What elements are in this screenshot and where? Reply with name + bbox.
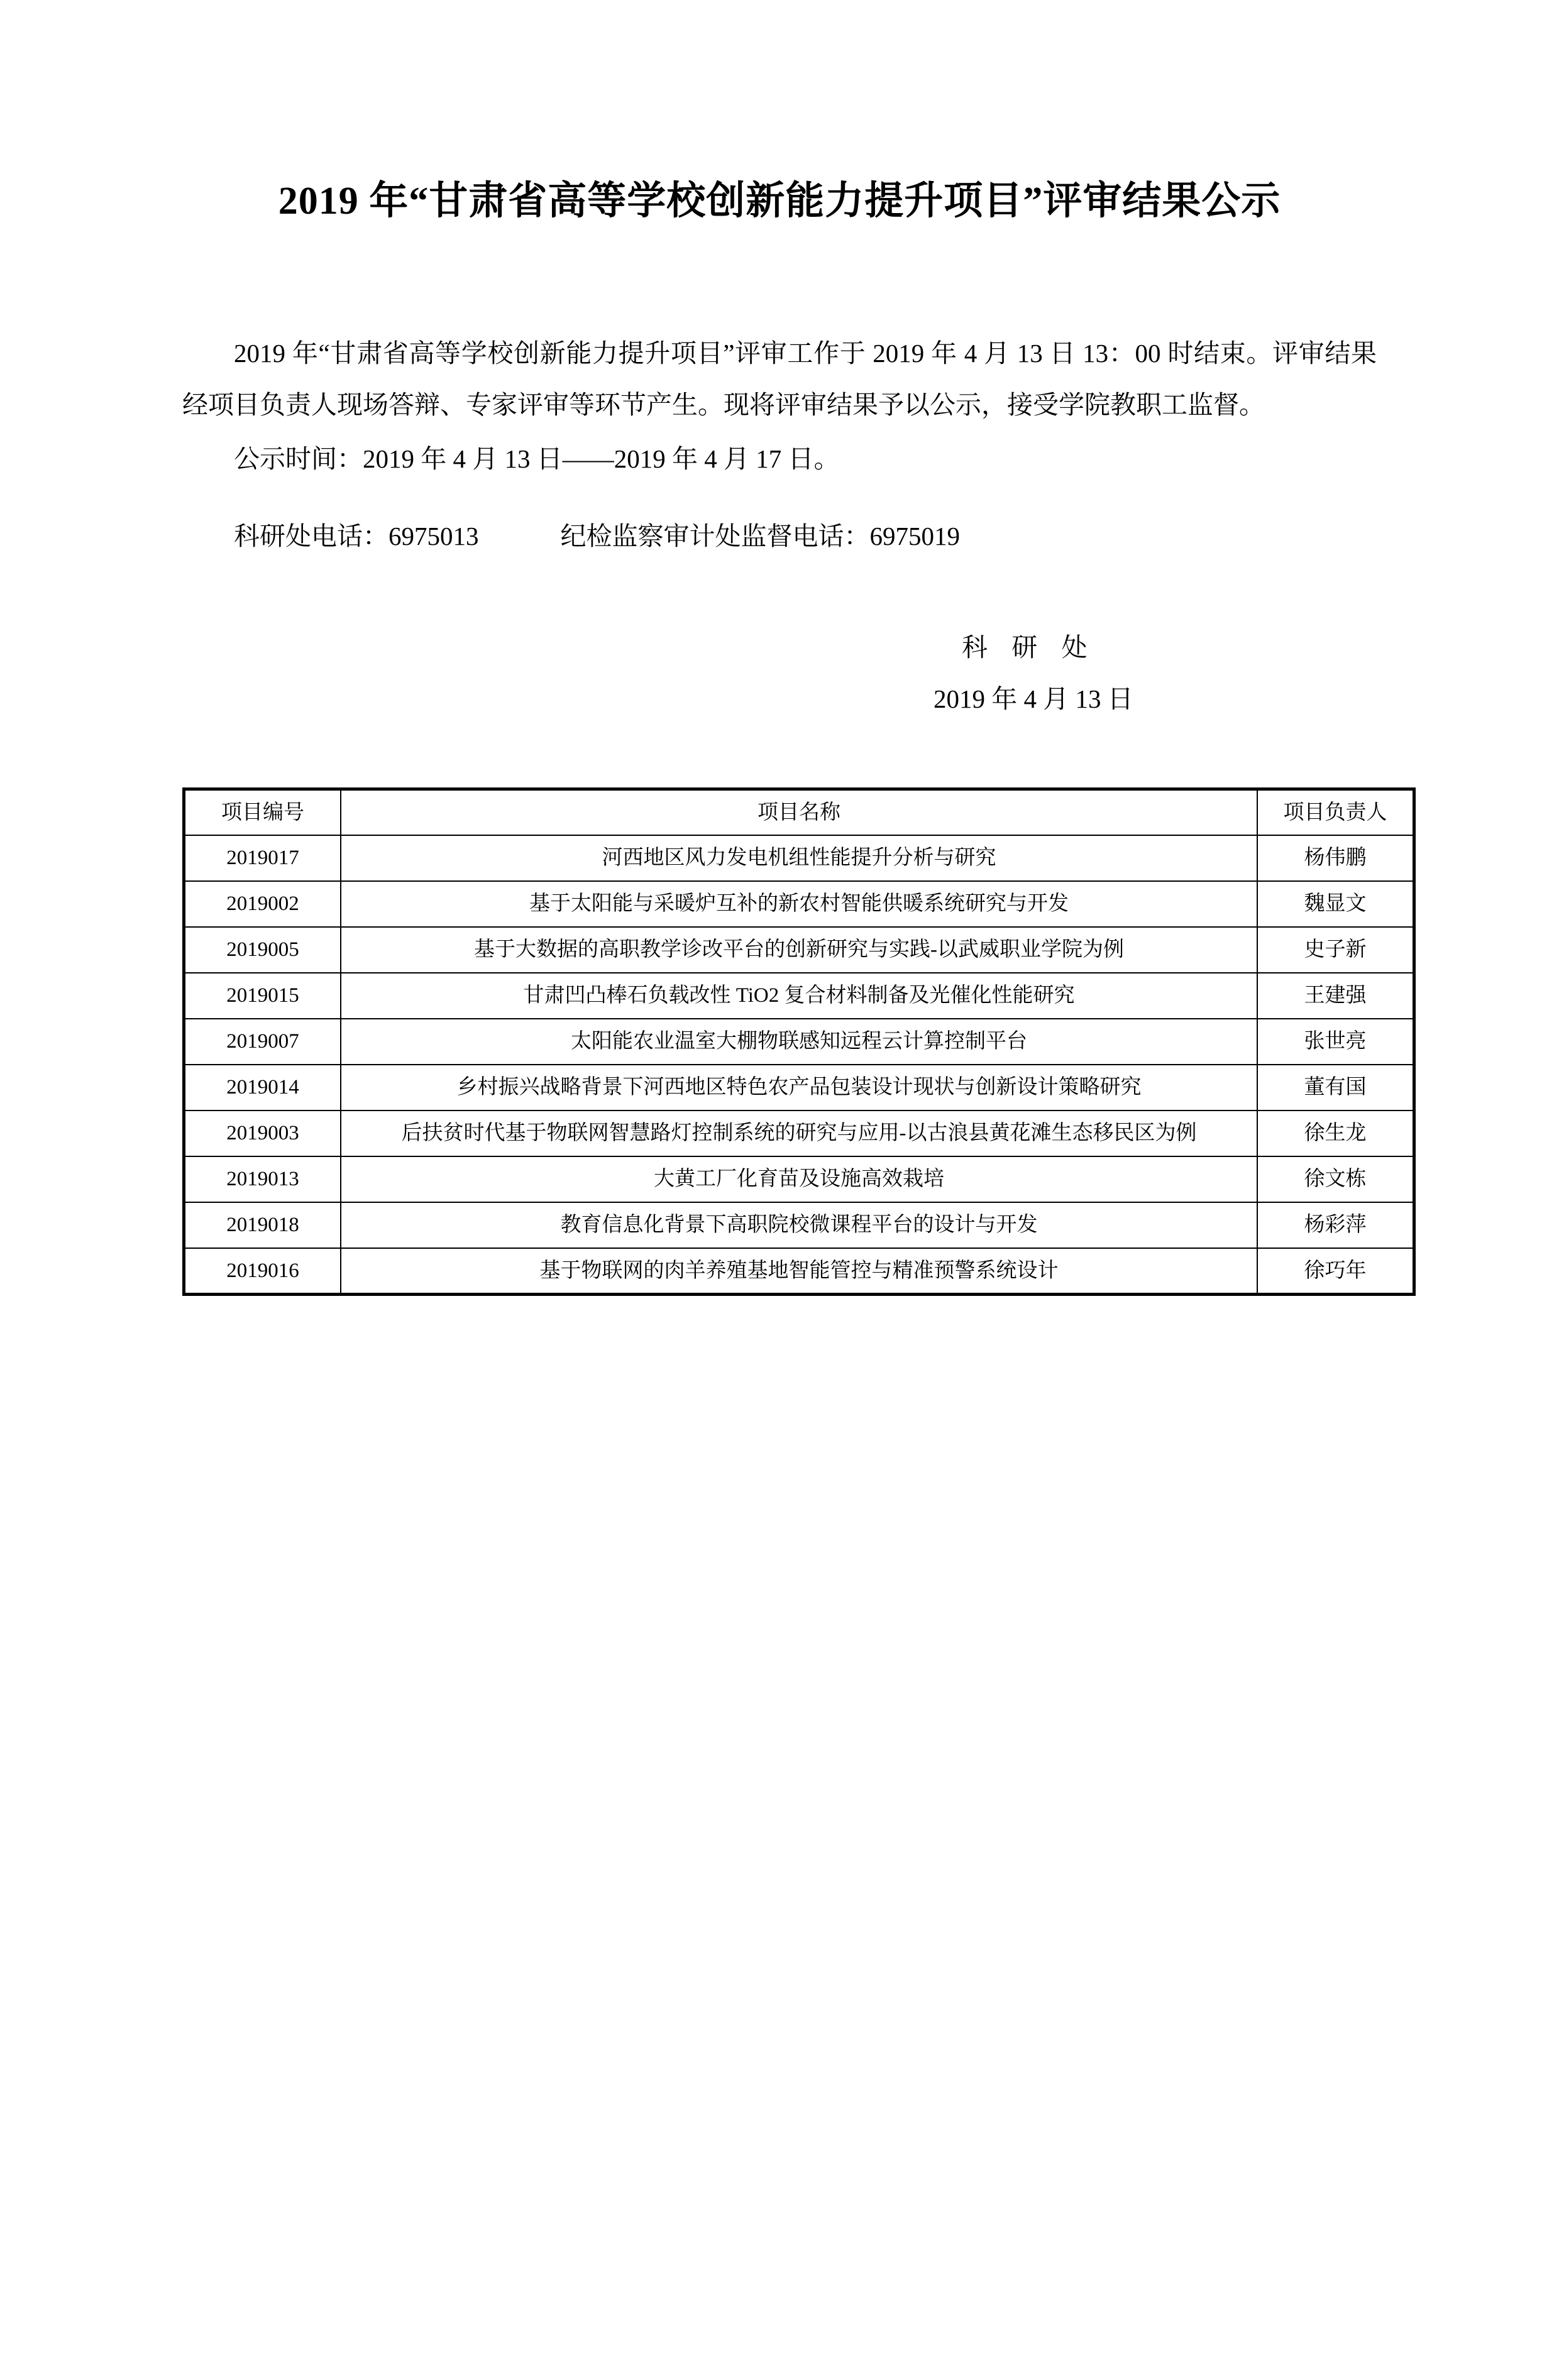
cell-project-leader: 魏显文: [1257, 881, 1414, 927]
cell-project-leader: 董有国: [1257, 1065, 1414, 1110]
cell-project-leader: 杨彩萍: [1257, 1202, 1414, 1248]
header-project-leader: 项目负责人: [1257, 789, 1414, 835]
cell-project-name: 大黄工厂化育苗及设施高效栽培: [341, 1156, 1257, 1202]
table-row: [184, 1156, 1414, 1202]
cell-project-name: 河西地区风力发电机组性能提升分析与研究: [341, 835, 1257, 881]
cell-project-id: 2019014: [184, 1065, 341, 1110]
signature-block: [182, 622, 1377, 725]
results-table-body: [184, 789, 1414, 1295]
document-page: [0, 176, 1559, 2380]
table-row: [184, 1202, 1414, 1248]
cell-project-leader: 张世亮: [1257, 1019, 1414, 1065]
cell-project-name: 后扶贫时代基于物联网智慧路灯控制系统的研究与应用-以古浪县黄花滩生态移民区为例: [341, 1110, 1257, 1156]
results-table: [182, 787, 1416, 1297]
cell-project-id: 2019017: [184, 835, 341, 881]
cell-project-name: 基于物联网的肉羊养殖基地智能管控与精准预警系统设计: [341, 1248, 1257, 1295]
table-row: [184, 1019, 1414, 1065]
table-row: [184, 835, 1414, 881]
notice-paragraph-2: 公示时间：2019 年 4 月 13 日——2019 年 4 月 17 日。: [234, 444, 840, 473]
cell-project-id: 2019005: [184, 927, 341, 973]
table-row: [184, 881, 1414, 927]
table-row: [184, 1110, 1414, 1156]
cell-project-name: 基于太阳能与采暖炉互补的新农村智能供暖系统研究与开发: [341, 881, 1257, 927]
cell-project-id: 2019018: [184, 1202, 341, 1248]
page-title: 2019 年“甘肃省高等学校创新能力提升项目”评审结果公示: [278, 180, 1281, 222]
cell-project-leader: 徐文栋: [1257, 1156, 1414, 1202]
table-row: [184, 927, 1414, 973]
research-office-phone: 科研处电话：6975013: [234, 521, 479, 551]
cell-project-leader: 史子新: [1257, 927, 1414, 973]
cell-project-id: 2019016: [184, 1248, 341, 1295]
cell-project-name: 教育信息化背景下高职院校微课程平台的设计与开发: [341, 1202, 1257, 1248]
cell-project-leader: 王建强: [1257, 973, 1414, 1019]
cell-project-name: 甘肃凹凸棒石负载改性 TiO2 复合材料制备及光催化性能研究: [341, 973, 1257, 1019]
table-header-row: [184, 789, 1414, 835]
cell-project-id: 2019003: [184, 1110, 341, 1156]
discipline-office-phone: 纪检监察审计处监督电话：6975019: [560, 521, 960, 551]
cell-project-name: 基于大数据的高职教学诊改平台的创新研究与实践-以武威职业学院为例: [341, 927, 1257, 973]
contact-row: [182, 510, 1377, 562]
cell-project-id: 2019007: [184, 1019, 341, 1065]
cell-project-name: 乡村振兴战略背景下河西地区特色农产品包装设计现状与创新设计策略研究: [341, 1065, 1257, 1110]
cell-project-leader: 杨伟鹏: [1257, 835, 1414, 881]
notice-paragraph-1: 2019 年“甘肃省高等学校创新能力提升项目”评审工作于 2019 年 4 月 13 日 13：00 时结束。评审结果经项目负责人现场答辩、专家评审等环节产生。现将评审结果予以公示，接受学院教职工监督。: [182, 338, 1377, 419]
signature-department: 科 研 处: [962, 632, 1096, 662]
cell-project-id: 2019002: [184, 881, 341, 927]
table-row: [184, 973, 1414, 1019]
cell-project-leader: 徐生龙: [1257, 1110, 1414, 1156]
signature-date: 2019 年 4 月 13 日: [934, 684, 1133, 713]
cell-project-id: 2019013: [184, 1156, 341, 1202]
header-project-name: 项目名称: [341, 789, 1257, 835]
cell-project-leader: 徐巧年: [1257, 1248, 1414, 1295]
table-row: [184, 1248, 1414, 1295]
table-row: [184, 1065, 1414, 1110]
document-body: [182, 327, 1377, 562]
header-project-id: 项目编号: [184, 789, 341, 835]
cell-project-id: 2019015: [184, 973, 341, 1019]
cell-project-name: 太阳能农业温室大棚物联感知远程云计算控制平台: [341, 1019, 1257, 1065]
